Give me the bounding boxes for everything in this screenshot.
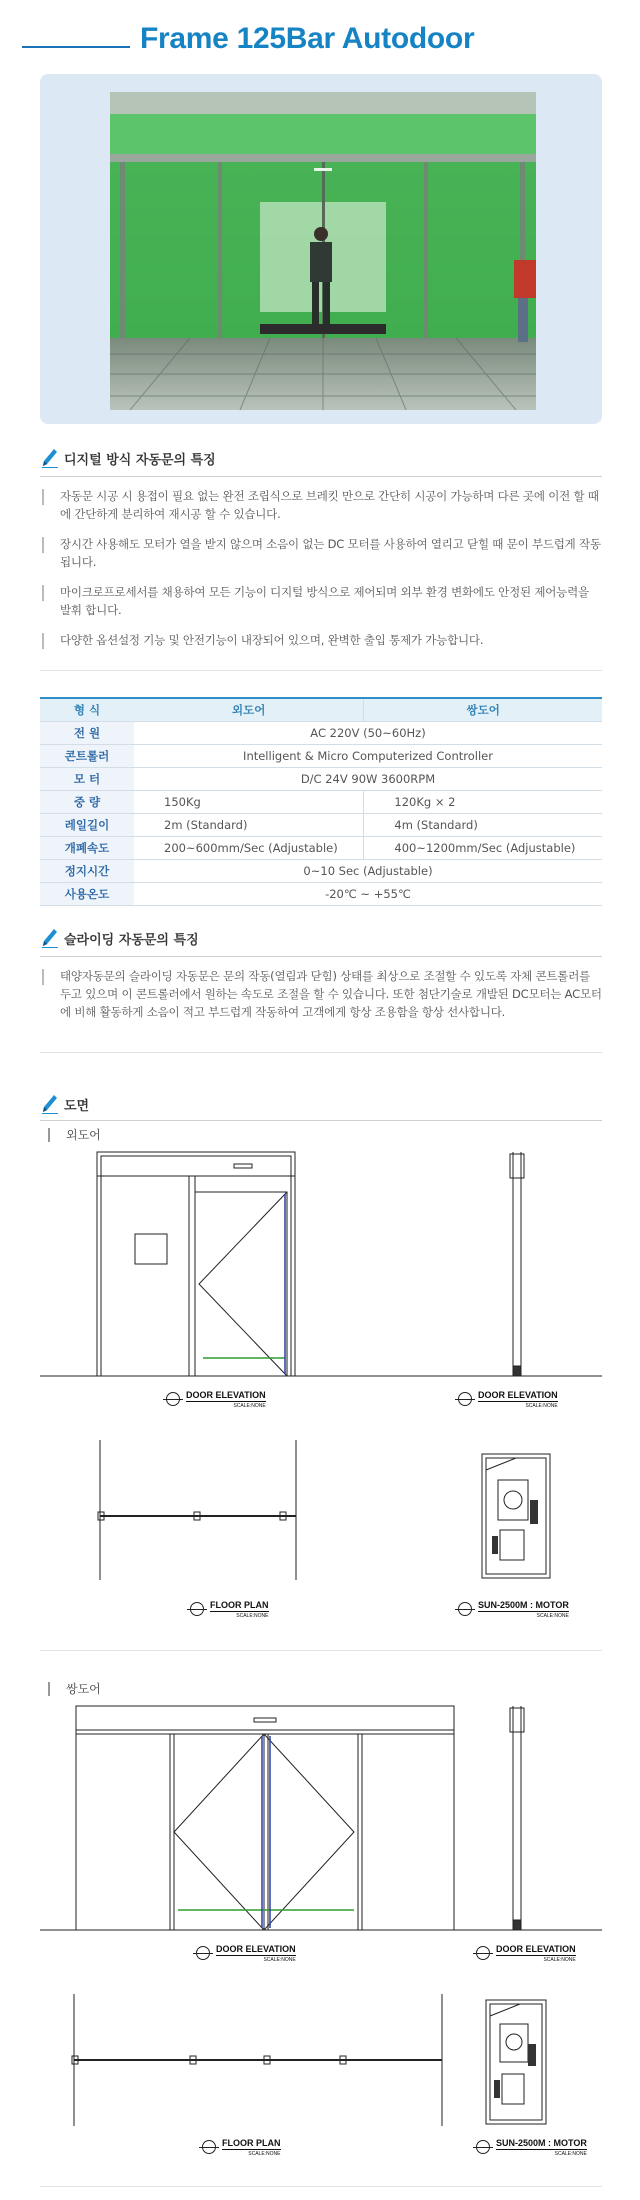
feature-item [42,631,602,649]
spec-label: 개폐속도 [40,836,134,859]
sliding-description [42,967,602,1021]
caption-title: DOOR ELEVATION [478,1390,558,1400]
caption [476,1944,576,1963]
caption [458,1600,569,1619]
caption-scale: SCALE:NONE [543,1957,576,1963]
double-door-label-text: 쌍도어 [66,1682,101,1696]
autodoor-photo [110,92,536,410]
caption-title: DOOR ELEVATION [186,1390,266,1400]
section-marker-icon [196,1946,210,1960]
caption [166,1390,266,1409]
spec-double: 4m (Standard) [364,813,602,836]
bullet-bar [42,633,44,649]
spec-single: 200~600mm/Sec (Adjustable) [134,836,364,859]
section-marker-icon [476,1946,490,1960]
caption-scale: SCALE:NONE [263,1957,296,1963]
feature-text: 마이크로프로세서를 채용하여 모든 기능이 디지털 방식으로 제어되며 외부 환경 변화에도 안정된 제어능력을 발휘 합니다. [60,585,589,617]
spec-header-label: 형 식 [40,698,134,721]
section-marker-icon [458,1602,472,1616]
caption [202,2138,281,2157]
sliding-section-title: 슬라이딩 자동문의 특징 [64,932,199,948]
caption-title: SUN-2500M : MOTOR [496,2138,587,2148]
spec-label: 사용온도 [40,882,134,905]
divider [40,476,602,477]
spec-double: 120Kg × 2 [364,790,602,813]
caption-scale: SCALE:NONE [233,1403,266,1409]
sliding-section-header [42,928,199,948]
spec-header-row [40,698,602,721]
spec-label: 정지시간 [40,859,134,882]
page-title: Frame 125Bar Autodoor [140,22,475,55]
spec-single: 2m (Standard) [134,813,364,836]
spec-row [40,767,602,790]
feature-item [42,487,602,523]
divider [40,670,602,671]
section-marker-icon [202,2140,216,2154]
spec-label: 콘트롤러 [40,744,134,767]
section-marker-icon [166,1392,180,1406]
spec-value: AC 220V (50~60Hz) [134,721,602,744]
bullet-bar [42,489,44,505]
spec-table [40,697,602,906]
caption [476,2138,587,2157]
divider [40,956,602,957]
caption-scale: SCALE:NONE [554,2151,587,2157]
caption [458,1390,558,1409]
spec-single: 150Kg [134,790,364,813]
caption-scale: SCALE:NONE [236,1613,269,1619]
caption [190,1600,269,1619]
feature-item [42,583,602,619]
feature-text: 장시간 사용해도 모터가 열을 받지 않으며 소음이 없는 DC 모터를 사용하여 열리고 닫힐 때 문이 부드럽게 작동됩니다. [60,537,601,569]
spec-row [40,790,602,813]
spec-label: 모 터 [40,767,134,790]
divider [40,1052,602,1053]
spec-row [40,721,602,744]
spec-row [40,859,602,882]
caption-title: FLOOR PLAN [210,1600,269,1610]
pencil-icon [42,1094,58,1114]
divider [40,1120,602,1121]
drawings-section-title: 도면 [64,1098,90,1114]
digital-section-title: 디지털 방식 자동문의 특징 [64,452,216,468]
digital-section-header [42,448,216,468]
feature-item [42,535,602,571]
hero-panel [40,74,602,424]
caption-title: DOOR ELEVATION [496,1944,576,1954]
caption-scale: SCALE:NONE [248,2151,281,2157]
feature-text: 다양한 옵션설정 기능 및 안전기능이 내장되어 있으며, 완벽한 출입 통제가 가능합니다. [60,633,484,647]
caption-title: SUN-2500M : MOTOR [478,1600,569,1610]
divider [40,2186,602,2187]
spec-header-double: 쌍도어 [364,698,602,721]
spec-value: -20℃ ~ +55℃ [134,882,602,905]
spec-label: 중 량 [40,790,134,813]
single-door-label-text: 외도어 [66,1128,101,1142]
double-door-elevation-drawing [40,1694,602,1934]
section-marker-icon [458,1392,472,1406]
divider [40,1650,602,1651]
section-marker-icon [476,2140,490,2154]
spec-label: 레일길이 [40,813,134,836]
sliding-text: 태양자동문의 슬라이딩 자동문은 문의 작동(열림과 닫힘) 상태를 최상으로 조절할 수 있도록 자체 콘트롤러를 두고 있으며 이 콘트롤러에서 원하는 속도로 조절을 할 수 있습니다. 또한 첨단기술로 개발된 DC모터는 AC모터에 비해 활동하게 소음이 적고 부드럽게 작동하여 고객에게 항상 조용함을 항상 선사합니다. [60,969,602,1019]
bullet-bar [42,585,44,601]
caption-title: FLOOR PLAN [222,2138,281,2148]
spec-value: 0~10 Sec (Adjustable) [134,859,602,882]
title-rule [22,46,130,48]
spec-row [40,882,602,905]
caption-scale: SCALE:NONE [536,1613,569,1619]
caption [196,1944,296,1963]
double-floor-plan-drawing [40,1994,602,2144]
spec-label: 전 원 [40,721,134,744]
spec-double: 400~1200mm/Sec (Adjustable) [364,836,602,859]
caption-title: DOOR ELEVATION [216,1944,296,1954]
single-floor-plan-drawing [40,1440,602,1590]
pencil-icon [42,928,58,948]
spec-row [40,744,602,767]
section-marker-icon [190,1602,204,1616]
spec-header-single: 외도어 [134,698,364,721]
spec-value: D/C 24V 90W 3600RPM [134,767,602,790]
spec-row [40,813,602,836]
feature-text: 자동문 시공 시 용접이 필요 없는 완전 조립식으로 브레킷 만으로 간단히 시공이 가능하며 다른 곳에 이전 할 때에 간단하게 분리하여 재시공 할 수 있습니다. [60,489,599,521]
spec-value: Intelligent & Micro Computerized Controller [134,744,602,767]
single-door-elevation-drawing [40,1140,602,1380]
bullet-bar [42,537,44,553]
drawings-section-header [42,1094,89,1114]
bullet-bar [42,969,44,985]
caption-scale: SCALE:NONE [525,1403,558,1409]
pencil-icon [42,448,58,468]
spec-row [40,836,602,859]
